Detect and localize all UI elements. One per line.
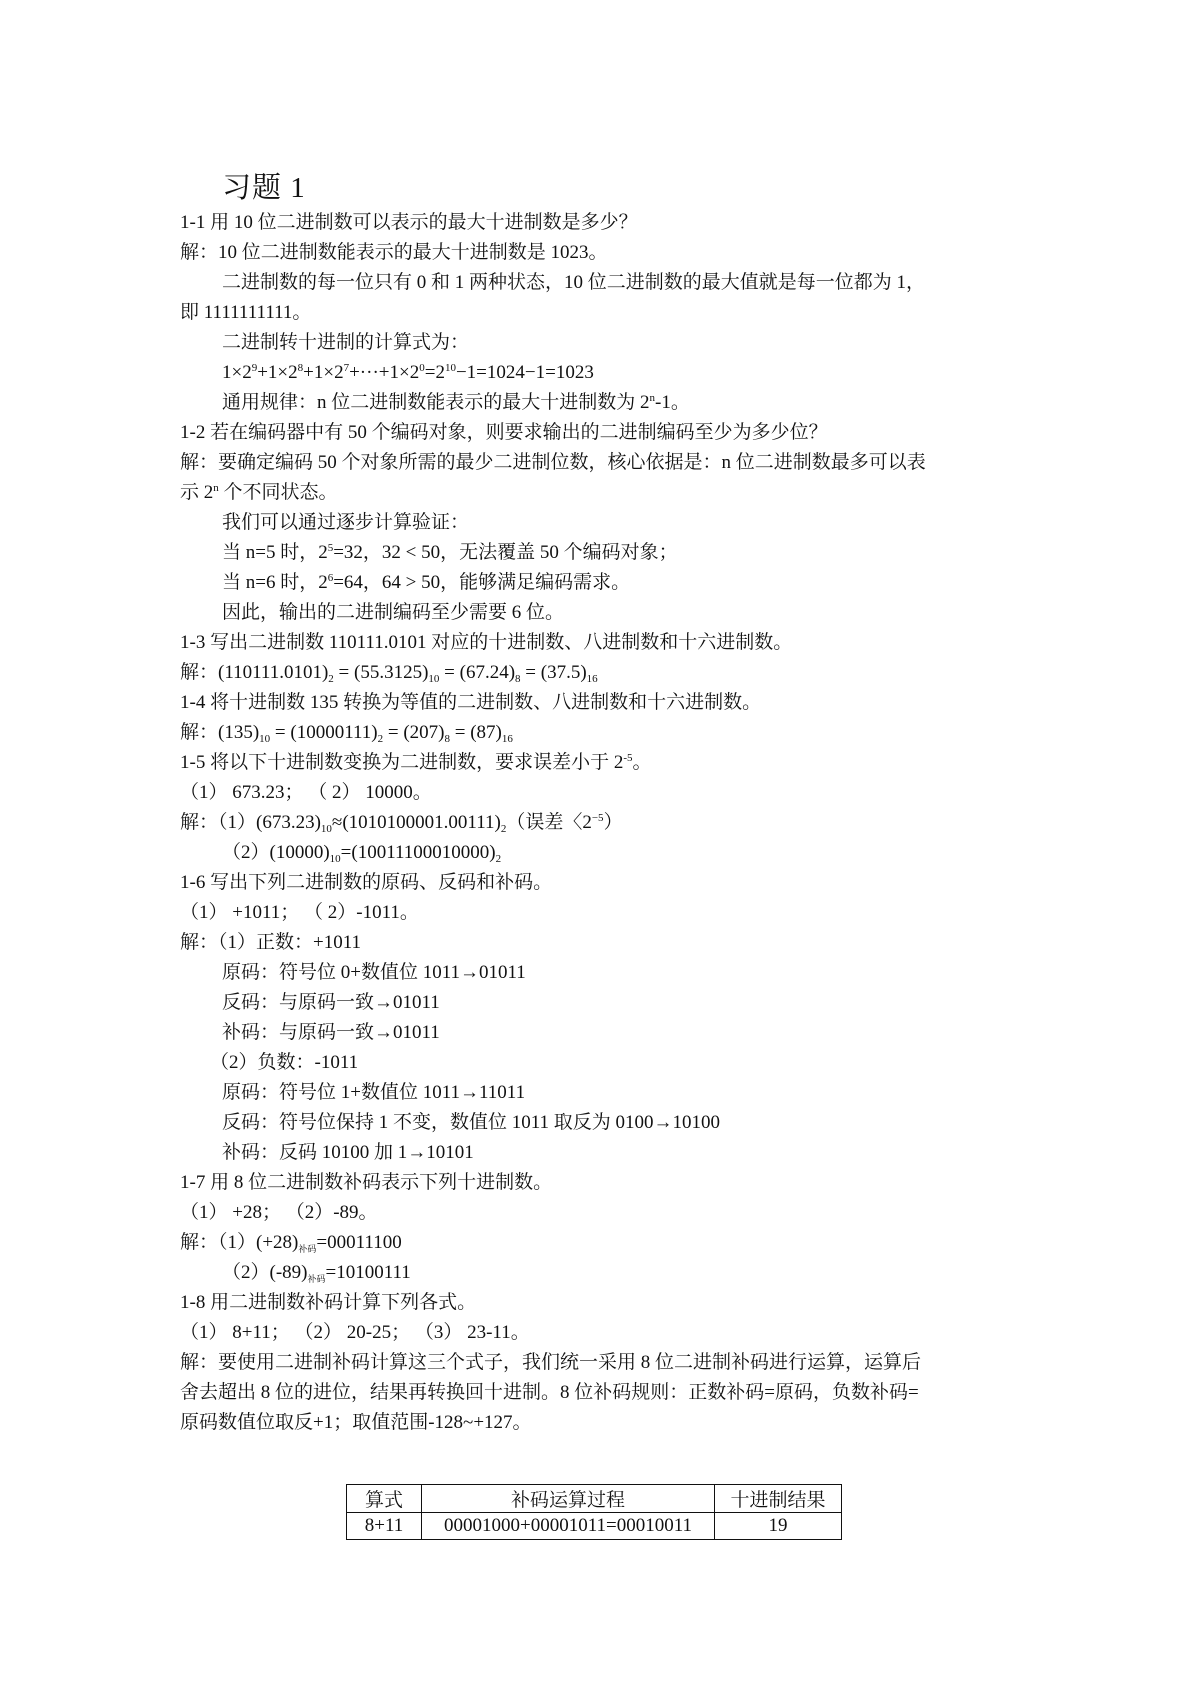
paragraph: 反码：符号位保持 1 不变，数值位 1011 取反为 0100→10100	[222, 1112, 721, 1133]
formula: $1\times 2^9+1\times 2^8+1\times 2^7+\cdot\cdot\cdot+1\times 2^0=2^{10}-1=1024-1=1023$	[222, 362, 594, 383]
table-cell: 8+11	[347, 1513, 422, 1540]
question-1-6: 1-6 写出下列二进制数的原码、反码和补码。	[180, 872, 553, 893]
paragraph: 舍去超出 8 位的进位，结果再转换回十进制。8 位补码规则：正数补码=原码，负数补码=	[180, 1382, 919, 1403]
answer-1-5: 解：$(1)(673.23)_{10}\approx(1010100001.00111)_2$（误差〈$2^{-5}$）	[180, 812, 623, 835]
question-1-7: 1-7 用 8 位二进制数补码表示下列十进制数。	[180, 1172, 553, 1193]
paragraph: 二进制数的每一位只有 0 和 1 两种状态，10 位二进制数的最大值就是每一位都为 1，	[222, 272, 926, 293]
paragraph: 我们可以通过逐步计算验证：	[222, 512, 470, 533]
paragraph: 即 1111111111。	[180, 302, 312, 323]
answer-1-4: 解：$(135)_{10} = (10000111)_2 = (207)_8 = (87)_{16}$	[180, 722, 513, 745]
paragraph: 反码：与原码一致→01011	[222, 992, 440, 1013]
items-1-7: （1） +28； （2）-89。	[180, 1202, 378, 1223]
answer-1-7: 解：$(1)(+28)_{补码}=00011100$	[180, 1232, 402, 1254]
paragraph: 原码：符号位 1+数值位 1011→11011	[222, 1082, 526, 1103]
items-1-6: （1） +1011； （ 2）-1011。	[180, 902, 419, 923]
table-row	[347, 1513, 842, 1540]
question-1-8: 1-8 用二进制数补码计算下列各式。	[180, 1292, 477, 1313]
paragraph: （2）负数：-1011	[210, 1052, 359, 1073]
table-header-row	[347, 1485, 842, 1513]
paragraph: 因此，输出的二进制编码至少需要 6 位。	[222, 602, 565, 623]
question-1-3: 1-3 写出二进制数 110111.0101 对应的十进制数、八进制数和十六进制数。	[180, 632, 793, 653]
paragraph: 补码：与原码一致→01011	[222, 1022, 440, 1043]
paragraph: 补码：反码 10100 加 1→10101	[222, 1142, 474, 1163]
answer-1-5-part2: $(2)(10000)_{10}=(10011100010000)_2$	[222, 842, 502, 865]
paragraph: 二进制转十进制的计算式为：	[222, 332, 470, 353]
calculation-table	[346, 1484, 842, 1540]
question-1-2: 1-2 若在编码器中有 50 个编码对象，则要求输出的二进制编码至少为多少位？	[180, 422, 828, 443]
table-header-cell: 算式	[347, 1485, 422, 1513]
page-title: 习题 1	[222, 172, 306, 204]
rule: 通用规律：n 位二进制数能表示的最大十进制数为 2$^n$-1。	[222, 392, 690, 413]
question-1-1: 1-1 用 10 位二进制数可以表示的最大十进制数是多少？	[180, 212, 638, 233]
items-1-8: （1） 8+11； （2） 20-25； （3） 23-11。	[180, 1322, 530, 1343]
answer-1-8: 解：要使用二进制补码计算这三个式子，我们统一采用 8 位二进制补码进行运算，运算后	[180, 1352, 922, 1373]
answer-1-2: 解：要确定编码 50 个对象所需的最少二进制位数，核心依据是：n 位二进制数最多可以表	[180, 452, 926, 473]
items-1-5: （1） 673.23； （ 2） 10000。	[180, 782, 432, 803]
answer-1-3: 解：$(110111.0101)_2 = (55.3125)_{10} = (67.24)_8 = (37.5)_{16}$	[180, 662, 598, 685]
paragraph: 当 n=6 时，$2^6=64$，64 > 50，能够满足编码需求。	[222, 572, 631, 593]
question-1-4: 1-4 将十进制数 135 转换为等值的二进制数、八进制数和十六进制数。	[180, 692, 762, 713]
table-cell: 00001000+00001011=00010011	[422, 1513, 715, 1540]
paragraph: 当 n=5 时，$2^5=32$，32 < 50，无法覆盖 50 个编码对象；	[222, 542, 678, 563]
table-header-cell: 补码运算过程	[422, 1485, 715, 1513]
table-cell: 19	[715, 1513, 842, 1540]
answer-1-7-part2: $(2)(-89)_{补码}=10100111$	[222, 1262, 411, 1284]
question-1-5: 1-5 将以下十进制数变换为二进制数，要求误差小于 $2^{-5}$。	[180, 752, 652, 773]
paragraph: 原码数值位取反+1；取值范围-128~+127。	[180, 1412, 532, 1433]
table-header-cell: 十进制结果	[715, 1485, 842, 1513]
answer-1-1: 解：10 位二进制数能表示的最大十进制数是 1023。	[180, 242, 608, 263]
answer-1-6: 解：（1）正数：+1011	[180, 932, 362, 953]
paragraph: 示 2$^n$ 个不同状态。	[180, 482, 338, 503]
paragraph: 原码：符号位 0+数值位 1011→01011	[222, 962, 526, 983]
